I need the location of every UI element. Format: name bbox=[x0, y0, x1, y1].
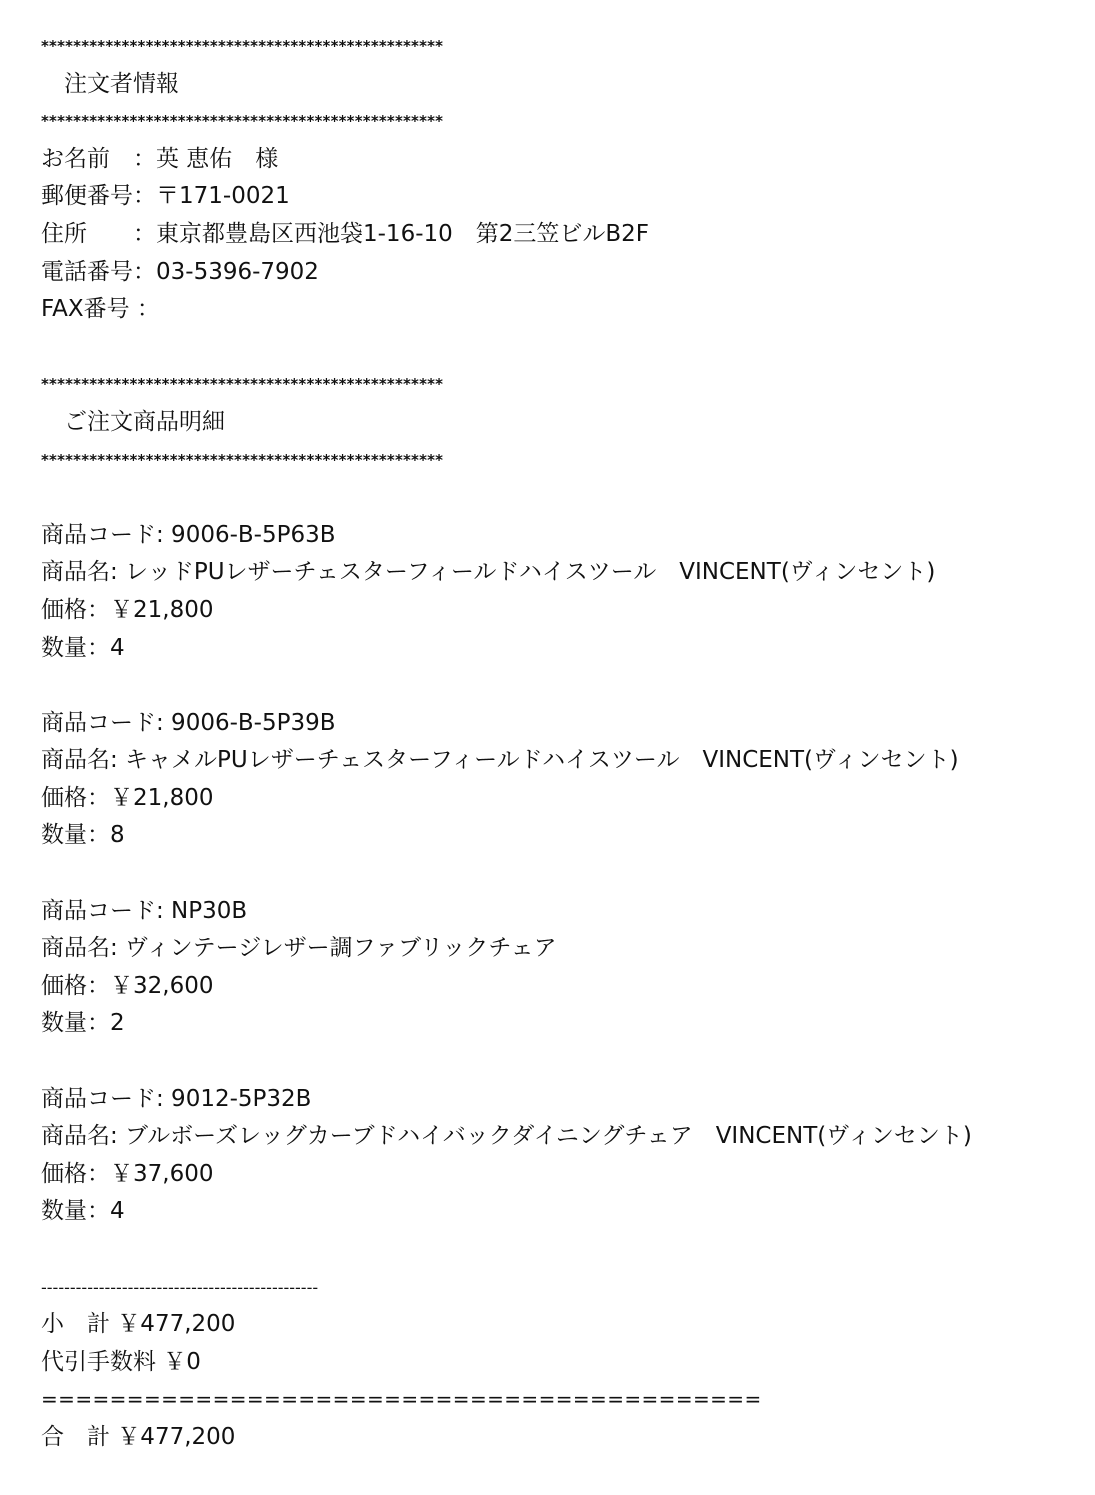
customer-address-line: 住所 ：東京都豊島区西池袋1-16-10 第2三笠ビルB2F bbox=[41, 220, 650, 247]
spacer bbox=[41, 329, 1081, 367]
item-code: 商品コード: NP30B bbox=[41, 897, 248, 924]
item-price: 価格：￥21,800 bbox=[41, 784, 214, 811]
star-rule: ************************************************** bbox=[41, 375, 444, 394]
item-code: 商品コード: 9006-B-5P63B bbox=[41, 521, 336, 548]
spacer bbox=[41, 1043, 1081, 1081]
order-email-body bbox=[41, 28, 1081, 1457]
customer-name-line: お名前 ：英 恵佑 様 bbox=[41, 145, 279, 172]
item-name: 商品名: ヴィンテージレザー調ファブリックチェア bbox=[41, 935, 557, 962]
star-rule: ************************************************** bbox=[41, 112, 444, 131]
customer-phone-line: 電話番号：03-5396-7902 bbox=[41, 258, 319, 285]
order-item bbox=[41, 705, 1081, 855]
order-section-heading: ご注文商品明細 bbox=[41, 408, 225, 435]
cod-fee-line: 代引手数料 ￥0 bbox=[41, 1348, 201, 1375]
spacer bbox=[41, 667, 1081, 705]
dash-rule: ------------------------------------------------ bbox=[41, 1277, 319, 1297]
item-name: 商品名: キャメルPUレザーチェスターフィールドハイスツール VINCENT(ヴィンセント) bbox=[41, 747, 959, 774]
item-quantity: 数量：2 bbox=[41, 1010, 125, 1037]
customer-fax-line: FAX番号 ： bbox=[41, 296, 160, 323]
order-item bbox=[41, 1081, 1081, 1231]
order-item bbox=[41, 517, 1081, 667]
item-price: 価格：￥21,800 bbox=[41, 596, 214, 623]
item-quantity: 数量：8 bbox=[41, 822, 125, 849]
spacer bbox=[41, 479, 1081, 517]
item-price: 価格：￥32,600 bbox=[41, 972, 214, 999]
spacer bbox=[41, 855, 1081, 893]
item-price: 価格：￥37,600 bbox=[41, 1160, 214, 1187]
star-rule: ************************************************** bbox=[41, 450, 444, 469]
equals-rule: ========================================== bbox=[41, 1387, 762, 1412]
item-code: 商品コード: 9006-B-5P39B bbox=[41, 709, 336, 736]
grand-total-line: 合 計 ￥477,200 bbox=[41, 1423, 236, 1450]
star-rule: ************************************************** bbox=[41, 37, 444, 55]
item-name: 商品名: レッドPUレザーチェスターフィールドハイスツール VINCENT(ヴィンセント) bbox=[41, 559, 936, 586]
spacer bbox=[41, 1231, 1081, 1269]
customer-section-heading: 注文者情報 bbox=[41, 70, 179, 97]
item-name: 商品名: ブルボーズレッグカーブドハイバックダイニングチェア VINCENT(ヴィンセント) bbox=[41, 1123, 972, 1150]
order-item bbox=[41, 893, 1081, 1043]
item-quantity: 数量：4 bbox=[41, 1198, 125, 1225]
item-quantity: 数量：4 bbox=[41, 634, 125, 661]
item-code: 商品コード: 9012-5P32B bbox=[41, 1085, 312, 1112]
customer-postal-code-line: 郵便番号：〒171-0021 bbox=[41, 183, 290, 210]
subtotal-line: 小 計 ￥477,200 bbox=[41, 1311, 236, 1338]
